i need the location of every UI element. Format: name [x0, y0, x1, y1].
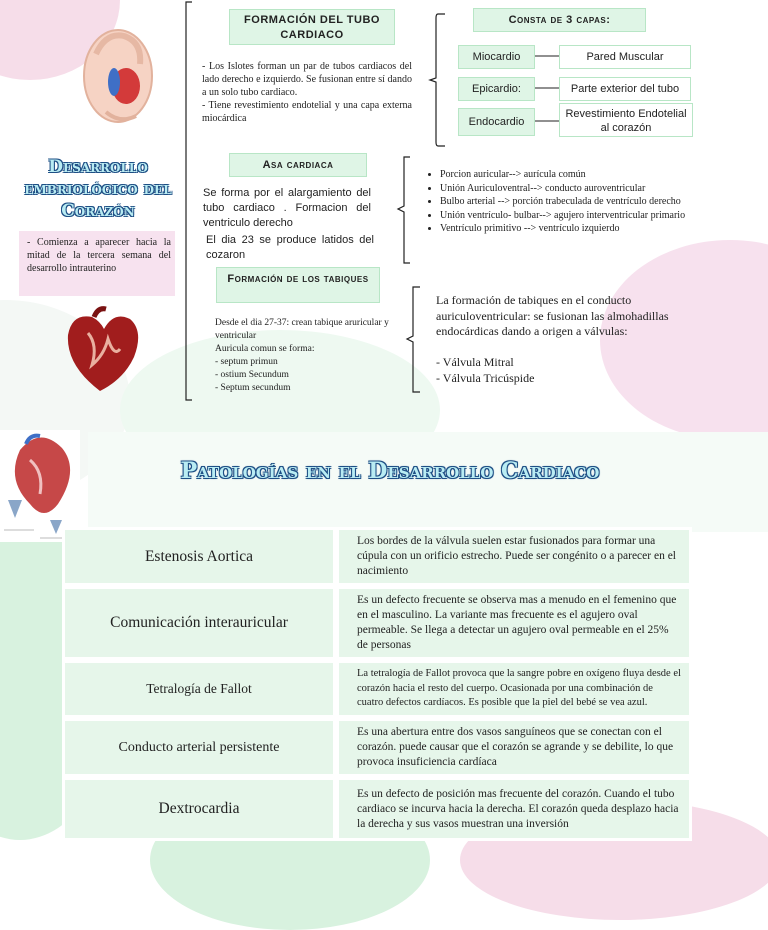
capa-label: Miocardio: [458, 45, 535, 69]
background-blob: [18, 738, 54, 774]
pathology-description: Es un defecto de posición mas frecuente del corazón. Cuando el tubo cardiaco se incurva hacia la derecha. El corazón queda desplazo hacia la derecha y sus vasos muestran una inversión: [336, 777, 692, 841]
page-title: Desarrollo embriológico del Corazón: [24, 157, 172, 221]
tubo-text: - Los Islotes forman un par de tubos cardiacos del lado derecho e izquierdo. Se fusionan entre sí dando a un solo tubo cardiaco. - Tiene revestimiento endotelial y una capa externa miocárdica: [202, 61, 412, 124]
table-row: [62, 660, 692, 718]
capa-value: Pared Muscular: [559, 45, 691, 69]
pathology-name: Comunicación interauricular: [62, 586, 336, 660]
table-row: [62, 586, 692, 660]
capa-label: Epicardio:: [458, 77, 535, 101]
list-item: • Ventrículo primitivo --> ventrículo izquierdo: [440, 222, 686, 236]
table-row: [62, 718, 692, 777]
pathology-description: Los bordes de la válvula suelen estar fusionados para formar una cúpula con un orificio estrecho. Puede ser congénito o a parecer en el nacimiento: [336, 527, 692, 586]
pathology-name: Tetralogía de Fallot: [62, 660, 336, 718]
list-item: • Porcion auricular--> aurícula común: [440, 168, 686, 182]
pathology-name: Conducto arterial persistente: [62, 718, 336, 777]
intro-text: - Comienza a aparecer hacia la mitad de la tercera semana del desarrollo intrauterino: [27, 237, 171, 274]
asa-bullet-list: [426, 168, 686, 236]
valvulas-intro: La formación de tabiques en el conducto auriculoventricular: se fusionan las almohadillas endocárdicas dando a origen a válvulas:: [436, 293, 669, 338]
pathology-name: Dextrocardia: [62, 777, 336, 841]
pathology-description: Es un defecto frecuente se observa mas a menudo en el femenino que en el masculino. La variante mas frecuente es el agujero oval permeable. Se llega a detectar un agujero oval permeable en el 25% de personas: [336, 586, 692, 660]
capa-label: Endocardio: [458, 108, 535, 136]
capa-value: Parte exterior del tubo: [559, 77, 691, 101]
asa-text: Se forma por el alargamiento del tubo cardiaco . Formacion del ventriculo derecho: [203, 187, 371, 229]
capa-value: Revestimiento Endotelial al corazón: [559, 103, 693, 137]
asa-heading: Asa cardiaca: [229, 153, 367, 177]
table-row: [62, 777, 692, 841]
patologias-title: Patologías en el Desarrollo Cardiaco: [180, 458, 600, 484]
patologias-table: [62, 527, 692, 841]
asa-text: El dia 23 se produce latidos del cozaron: [206, 234, 374, 261]
tabiques-heading: Formación de los tabiques: [216, 267, 380, 303]
pathology-name: Estenosis Aortica: [62, 527, 336, 586]
heart-diagram: [0, 430, 80, 542]
pathology-description: Es una abertura entre dos vasos sanguíneos que se conectan con el corazón. puede causar que el corazón se agrande y se debilite, lo que provoca insuficiencia cardíaca: [336, 718, 692, 777]
list-item: • Unión ventrículo- bulbar--> agujero interventricular primario: [440, 209, 686, 223]
capas-heading: Consta de 3 capas:: [473, 8, 646, 32]
tubo-heading: FORMACIÓN DEL TUBO CARDIACO: [229, 9, 395, 45]
list-item: • Bulbo arterial --> porción trabeculada de ventrículo derecho: [440, 195, 686, 209]
valvulas-list: - Válvula Mitral - Válvula Tricúspide: [436, 355, 535, 385]
tabiques-text: Desde el dia 27-37: crean tabique aruricular y ventricular Auricula comun se forma: - septum primun - ostium Secundum - Septum secundum: [215, 318, 389, 393]
table-row: [62, 527, 692, 586]
pathology-description: La tetralogía de Fallot provoca que la sangre pobre en oxígeno fluya desde el corazón hacia el resto del cuerpo. Ocasionada por una combinación de cuatro defectos cardíacos. Es posible que la piel del bebé se vea azul.: [336, 660, 692, 718]
list-item: • Unión Auriculoventral--> conducto auroventricular: [440, 182, 686, 196]
